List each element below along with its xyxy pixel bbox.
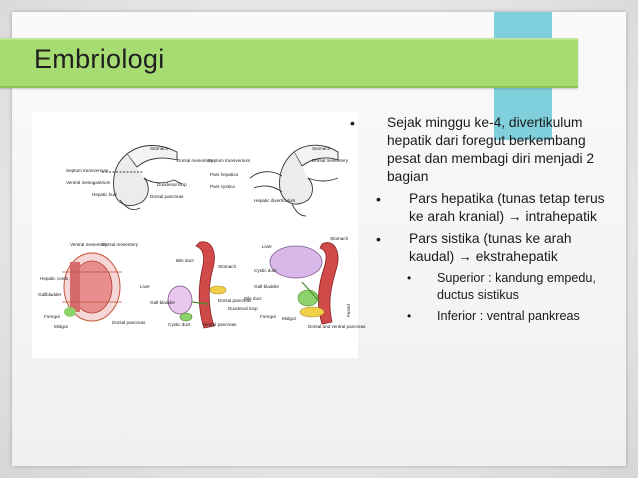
label-liver-right: Liver: [262, 244, 272, 249]
bullet-level3-inferior: [350, 308, 612, 325]
label-hepatic-diverticulum: Hepatic diverticulum: [254, 198, 296, 203]
bullet-level2-pars-hepatika: [350, 190, 612, 226]
bullet-level1: [350, 114, 612, 186]
label-bile-duct-right: Bile duct: [244, 296, 262, 301]
bullet-text: Inferior : ventral pankreas: [437, 309, 580, 323]
label-dorsal-mesentery-mid: Dorsal mesentery: [312, 158, 348, 163]
label-cystic-duct-mid: Cystic duct: [168, 322, 191, 327]
top-left-drawing: [102, 146, 182, 210]
bullet-marker: •: [407, 309, 412, 323]
label-midgut-left: Midgut: [54, 324, 68, 329]
label-foregut-right: Foregut: [260, 314, 276, 319]
label-foregut-left: Foregut: [44, 314, 60, 319]
label-stomach-top: Stomach: [150, 146, 169, 151]
label-stomach-center: Stomach: [218, 264, 237, 269]
label-gallbladder: Gallbladder: [38, 292, 62, 297]
bullet-text: Pars hepatika (tunas tetap terus ke arah kranial) → intrahepatik: [409, 191, 605, 224]
label-gallbladder-right: Gall-bladder: [254, 284, 280, 289]
label-midgut-right: Midgut: [282, 316, 296, 321]
bullet-content: [350, 114, 612, 329]
label-bile-duct-mid: Bile duct: [176, 258, 194, 263]
label-liver-mid: Liver: [140, 284, 150, 289]
bullet-text: Sejak minggu ke-4, divertikulum hepatik dari foregut berkembang pesat dan membagi diri menjadi 2 bagian: [387, 115, 595, 184]
label-pars-hepatica: Pars hepatica: [210, 172, 239, 177]
bullet-marker: •: [350, 115, 355, 131]
label-septum-mid: Septum transversum: [208, 158, 251, 163]
bottom-left-drawing: [62, 253, 122, 321]
bullet-marker: •: [407, 271, 412, 285]
label-stomach-right: Stomach: [330, 236, 349, 241]
label-duodenal-loop: Duodenal loop: [228, 306, 258, 311]
label-ventral-mesogastrium: Ventral mesogastrium: [66, 180, 111, 185]
label-gallbladder-mid: Gall-bladder: [150, 300, 176, 305]
bullet-marker: •: [376, 231, 381, 247]
label-dorsal-mesentery: Dorsal mesentery: [102, 242, 138, 247]
label-hepatic-bud: Hepatic bud: [92, 192, 117, 197]
label-ventral-pancreas-mid: Ventral pancreas: [202, 322, 237, 327]
label-duodenal-loop-top: Duodenal loop: [157, 182, 187, 187]
label-dorsal-pancreas-left: Dorsal pancreas: [112, 320, 146, 325]
label-dorsal-pancreas-top: Dorsal pancreas: [150, 194, 184, 199]
bullet-text: Superior : kandung empedu, ductus sistikus: [437, 271, 596, 302]
bottom-right-drawing: [270, 243, 338, 324]
top-right-drawing: [250, 145, 338, 216]
embryology-diagram: [32, 112, 366, 358]
label-dorsal-mesentery-top: Dorsal mesentery: [177, 158, 213, 163]
bullet-marker: •: [376, 191, 381, 207]
label-fused: Fused: [346, 304, 351, 317]
label-stomach-mid: Stomach: [312, 146, 331, 151]
label-ventral-mesentery: Ventral mesentery: [70, 242, 108, 247]
label-dorsal-ventral-pancreas: Dorsal and ventral pancreas: [308, 324, 366, 329]
label-pars-cystica: Pars cystica: [210, 184, 235, 189]
bullet-level3-superior: [350, 270, 612, 304]
embryology-figure: [32, 112, 366, 358]
label-hepatic-cords: Hepatic cords: [40, 276, 69, 281]
bullet-level2-pars-sistika: [350, 230, 612, 266]
bullet-text: Pars sistika (tunas ke arah kaudal) → ekstrahepatik: [409, 231, 572, 264]
bottom-middle-drawing: [168, 242, 226, 328]
slide-title: Embriologi: [34, 44, 165, 74]
label-dorsal-pancreas-mid: Dorsal pancreas: [218, 298, 252, 303]
label-cystic-duct-right: Cystic duct: [254, 268, 277, 273]
label-septum-transversum: Septum transversum: [66, 168, 109, 173]
